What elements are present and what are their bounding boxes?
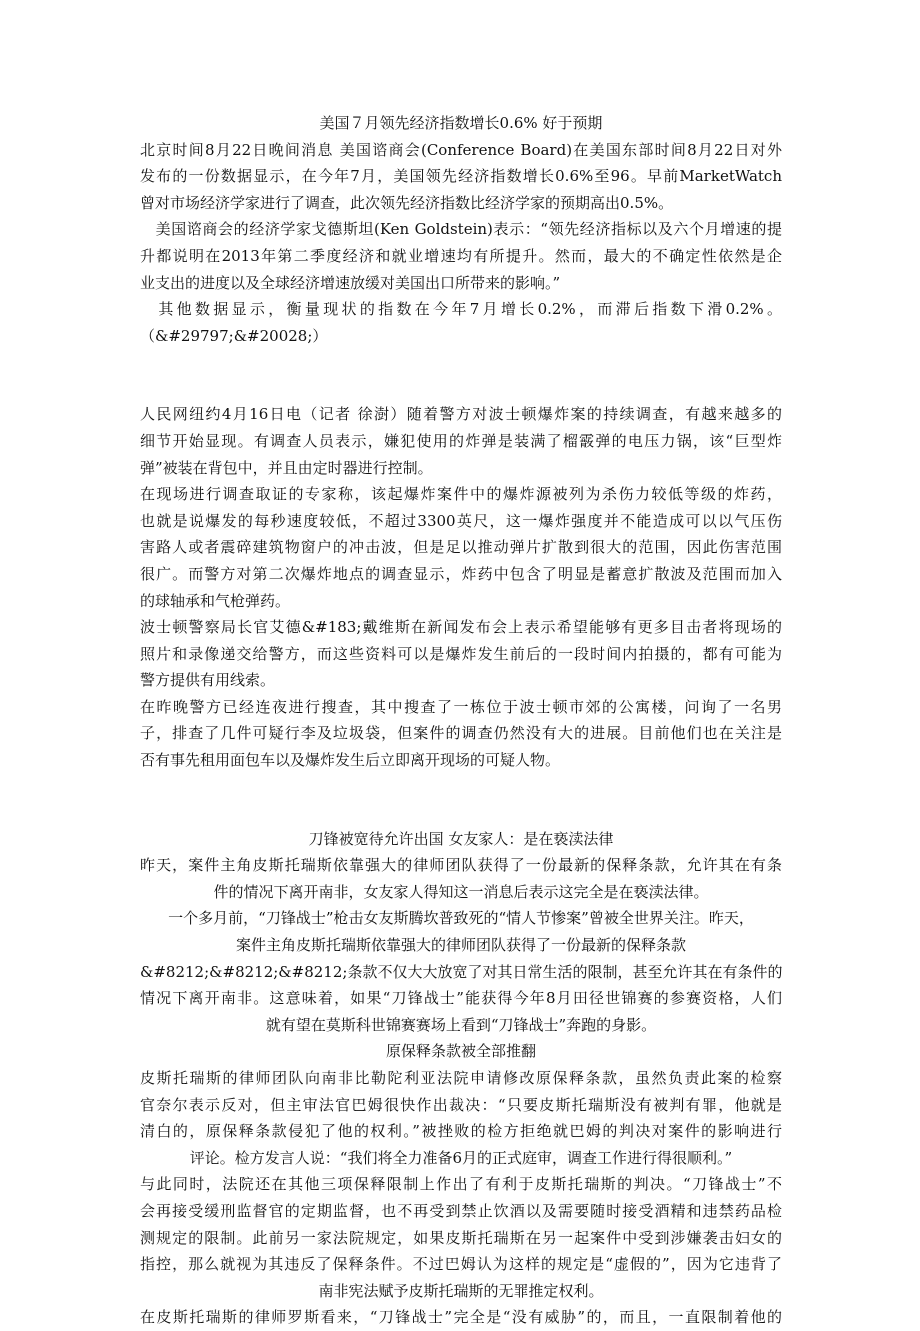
paragraph-line: 皮斯托瑞斯的律师团队向南非比勒陀利亚法院申请修改原保释条款，虽然负责此案的检察 [140, 1069, 782, 1087]
paragraph-line: 业支出的进度以及全球经济增速放缓对美国出口所带来的影响。” [140, 273, 561, 292]
paragraph-line: 美国谘商会的经济学家戈德斯坦(Ken Goldstein)表示：“领先经济指标以及六个月增速的提 [140, 220, 782, 239]
paragraph-line: 就有望在莫斯科世锦赛赛场上看到“刀锋战士”奔跑的身影。 [265, 1015, 657, 1034]
paragraph-line: 在昨晚警方已经连夜进行搜查，其中搜查了一栋位于波士顿市郊的公寓楼，问询了一名男 [140, 697, 782, 716]
paragraph-line: 也就是说爆发的每秒速度较低，不超过3300英尺，这一爆炸强度并不能造成可以以气压伤 [140, 511, 782, 530]
paragraph-line: 害路人或者震碎建筑物窗户的冲击波，但是足以推动弹片扩散到很大的范围，因此伤害范围 [140, 538, 782, 557]
paragraph-line: 案件主角皮斯托瑞斯依靠强大的律师团队获得了一份最新的保释条款 [235, 936, 686, 955]
paragraph-line: 其他数据显示，衡量现状的指数在今年7月增长0.2%，而滞后指数下滑0.2%。 [140, 300, 782, 319]
paragraph-line: 人民网纽约4月16日电（记者 徐澍）随着警方对波士顿爆炸案的持续调查，有越来越多的 [140, 405, 782, 424]
paragraph-line: &#8212;&#8212;&#8212;条款不仅大大放宽了对其日常生活的限制，甚至允许其在有条件的 [140, 962, 782, 981]
paragraph-line: 件的情况下离开南非，女友家人得知这一消息后表示这完全是在亵渎法律。 [213, 882, 709, 901]
paragraph-line: 在现场进行调查取证的专家称，该起爆炸案件中的爆炸源被列为杀伤力较低等级的炸药， [140, 485, 782, 504]
paragraph-line: 警方提供有用线索。 [140, 671, 276, 690]
paragraph-line: 北京时间8月22日晚间消息 美国谘商会(Conference Board)在美国东部时间8月22日对外 [140, 140, 782, 159]
paragraph-line: （&#29797;&#20028;） [140, 326, 328, 345]
article3-title: 刀锋被宽待允许出国 女友家人：是在亵渎法律 [308, 829, 614, 848]
paragraph-line: 情况下离开南非。这意味着，如果“刀锋战士”能获得今年8月田径世锦赛的参赛资格，人们 [140, 989, 782, 1008]
paragraph-line: 很广。而警方对第二次爆炸地点的调查显示，炸药中包含了明显是蓄意扩散波及范围而加入 [140, 564, 782, 583]
paragraph-line: 清白的，原保释条款侵犯了他的权利。”被挫败的检方拒绝就巴姆的判决对案件的影响进行 [140, 1122, 782, 1141]
section-subheading: 原保释条款被全部推翻 [385, 1042, 536, 1061]
paragraph-line: 在皮斯托瑞斯的律师罗斯看来，“刀锋战士”完全是“没有威胁”的，而且，一直限制着他的 [140, 1308, 782, 1327]
paragraph-line: 发布的一份数据显示，在今年7月，美国领先经济指数增长0.6%至96。早前MarketWatch [140, 167, 782, 186]
document-body [140, 110, 782, 1331]
paragraph-line: 会再接受缓刑监督官的定期监督，也不再受到禁止饮酒以及需要随时接受酒精和违禁药品检 [140, 1201, 782, 1220]
paragraph-line: 南非宪法赋予皮斯托瑞斯的无罪推定权利。 [318, 1281, 604, 1300]
paragraph-line: 昨天，案件主角皮斯托瑞斯依靠强大的律师团队获得了一份最新的保释条款，允许其在有条 [140, 856, 782, 875]
paragraph-line: 细节开始显现。有调查人员表示，嫌犯使用的炸弹是装满了榴霰弹的电压力锅，该“巨型炸 [140, 431, 782, 450]
paragraph-line: 的球轴承和气枪弹药。 [140, 591, 291, 610]
paragraph-line: 子，排查了几件可疑行李及垃圾袋，但案件的调查仍然没有大的进展。目前他们也在关注是 [140, 724, 782, 743]
section-spacer [140, 349, 782, 401]
article3-body [140, 852, 782, 1331]
paragraph-line: 与此同时，法院还在其他三项保释限制上作出了有利于皮斯托瑞斯的判决。“刀锋战士”不 [140, 1175, 782, 1194]
article1-title: 美国７月领先经济指数增长0.6% 好于预期 [319, 114, 603, 132]
paragraph-line: 指控，那么就视为其违反了保释条件。不过巴姆认为这样的规定是“虚假的”，因为它违背了 [140, 1255, 782, 1274]
paragraph-line: 否有事先租用面包车以及爆炸发生后立即离开现场的可疑人物。 [140, 751, 561, 770]
paragraph-line: 官奈尔表示反对，但主审法官巴姆很快作出裁决：“只要皮斯托瑞斯没有被判有罪，他就是 [140, 1095, 782, 1114]
paragraph-line: 评论。检方发言人说：“我们将全力准备6月的正式庭审，调查工作进行得很顺利。” [189, 1148, 733, 1167]
section-spacer [140, 774, 782, 826]
paragraph-line: 弹”被装在背包中，并且由定时器进行控制。 [140, 458, 433, 477]
article1-body [140, 137, 782, 350]
paragraph-line: 测规定的限制。此前另一家法院规定，如果皮斯托瑞斯在另一起案件中受到涉嫌袭击妇女的 [140, 1228, 782, 1247]
article2-body [140, 401, 782, 773]
paragraph-line: 一个多月前，“刀锋战士”枪击女友斯腾坎普致死的“情人节惨案”曾被全世界关注。昨天， [168, 909, 754, 928]
paragraph-line: 波士顿警察局长官艾德&#183;戴维斯在新闻发布会上表示希望能够有更多目击者将现场的 [140, 618, 782, 637]
paragraph-line: 照片和录像递交给警方，而这些资料可以是爆炸发生前后的一段时间内拍摄的，都有可能为 [140, 644, 782, 663]
paragraph-line: 曾对市场经济学家进行了调查，此次领先经济指数比经济学家的预期高出0.5%。 [140, 193, 674, 212]
paragraph-line: 升都说明在2013年第二季度经济和就业增速均有所提升。然而，最大的不确定性依然是企 [140, 246, 782, 265]
